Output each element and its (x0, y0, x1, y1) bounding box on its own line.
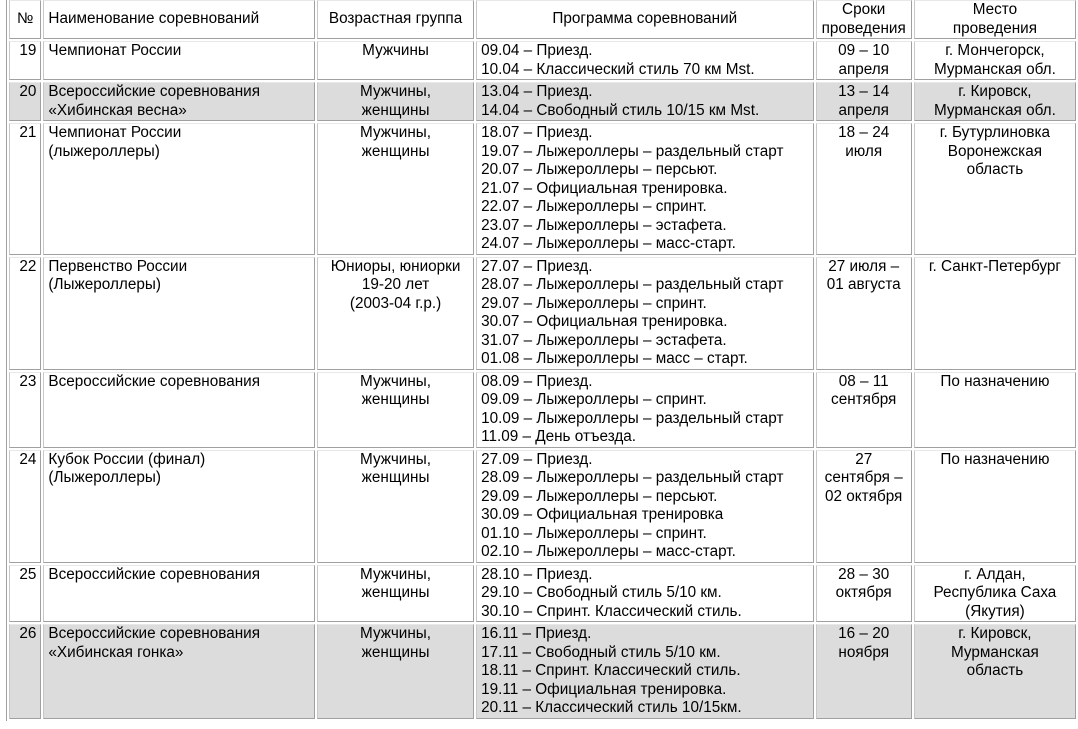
table-row (9, 123, 1076, 255)
cell-program-line: 21.07 – Официальная тренировка. (481, 179, 728, 197)
cell-place (914, 82, 1076, 121)
cell-place-line: г. Бутурлиновка (939, 124, 1051, 141)
cell-age-group (317, 82, 474, 121)
cell-program (476, 123, 813, 255)
header-dates-line: проведения (821, 19, 906, 37)
header-program: Программа соревнований (476, 0, 813, 39)
table-row (9, 257, 1076, 370)
cell-competition-name-line: «Хибинская гонка» (48, 643, 184, 661)
table-row (9, 82, 1076, 121)
cell-program-line: 30.07 – Официальная тренировка. (481, 313, 728, 330)
cell-dates (816, 123, 912, 255)
cell-competition-name-line: Всероссийские соревнования (48, 372, 260, 390)
cell-age-group-line: 19-20 лет (361, 276, 430, 293)
cell-program (476, 372, 813, 448)
cell-program-line: 27.07 – Приезд. (481, 257, 593, 275)
cell-dates (816, 450, 912, 563)
cell-place-line: Мурманская обл. (933, 60, 1056, 78)
cell-program-line: 31.07 – Лыжероллеры – эстафета. (481, 331, 727, 349)
cell-competition-name-line: «Хибинская весна» (48, 101, 187, 119)
cell-program-line: 29.10 – Свободный стиль 5/10 км. (481, 584, 722, 601)
cell-place-line: г. Мончегорск, (945, 42, 1045, 59)
table-row (9, 41, 1076, 80)
table-row (9, 624, 1076, 719)
cell-age-group-line: женщины (361, 391, 430, 408)
cell-dates-line: 27 (855, 450, 873, 468)
cell-place-line: область (966, 662, 1024, 679)
cell-competition-name (43, 624, 315, 719)
cell-dates (816, 257, 912, 370)
cell-competition-name-line: Всероссийские соревнования (48, 565, 260, 583)
cell-place (914, 257, 1076, 370)
cell-age-group-line: Мужчины (362, 42, 429, 59)
cell-num: 24 (9, 450, 41, 563)
cell-age-group-line: Мужчины, (360, 565, 432, 583)
cell-age-group-line: женщины (361, 469, 430, 486)
cell-num: 19 (9, 41, 41, 80)
cell-num: 22 (9, 257, 41, 370)
cell-program-line: 17.11 – Свободный стиль 5/10 км. (481, 643, 721, 661)
cell-competition-name (43, 372, 315, 448)
cell-program-line: 09.04 – Приезд. (481, 42, 593, 59)
cell-program-line: 29.07 – Лыжероллеры – спринт. (481, 294, 707, 312)
cell-place-line: Республика Саха (933, 584, 1057, 601)
cell-num: 20 (9, 82, 41, 121)
cell-competition-name-line: Кубок России (финал) (48, 450, 206, 468)
cell-place-line: Воронежская (947, 142, 1043, 160)
cell-age-group-line: Мужчины, (360, 124, 432, 141)
cell-program-line: 23.07 – Лыжероллеры – эстафета. (481, 216, 727, 234)
cell-program-line: 20.07 – Лыжероллеры – персьют. (481, 161, 718, 178)
cell-dates-line: 13 – 14 (838, 83, 890, 100)
cell-dates-line: 28 – 30 (838, 565, 890, 583)
cell-program-line: 10.09 – Лыжероллеры – раздельный старт (481, 409, 784, 427)
cell-place-line: Мурманская (950, 643, 1039, 661)
cell-dates-line: сентября – (824, 469, 903, 486)
cell-dates-line: 27 июля – (828, 257, 900, 275)
cell-place-line: По назначению (940, 372, 1050, 390)
cell-program-line: 28.10 – Приезд. (481, 565, 593, 583)
cell-age-group-line: женщины (361, 584, 430, 601)
cell-age-group-line: Мужчины, (360, 625, 432, 642)
cell-competition-name (43, 257, 315, 370)
cell-program-line: 20.11 – Классический стиль 10/15км. (481, 699, 742, 716)
cell-program-line: 13.04 – Приезд. (481, 83, 593, 100)
cell-num: 21 (9, 123, 41, 255)
cell-program-line: 11.09 – День отъезда. (481, 428, 637, 445)
header-age-group: Возрастная группа (317, 0, 474, 39)
cell-place-line: область (966, 161, 1024, 178)
cell-dates-line: 18 – 24 (838, 124, 890, 141)
header-place-line: Место (972, 1, 1018, 18)
cell-place-line: (Якутия) (965, 602, 1025, 620)
header-place-line: проведения (952, 19, 1037, 37)
cell-competition-name-line: Всероссийские соревнования (48, 625, 260, 642)
cell-age-group (317, 624, 474, 719)
cell-program-line: 01.10 – Лыжероллеры – спринт. (481, 524, 707, 542)
cell-program (476, 82, 813, 121)
cell-dates-line: 16 – 20 (838, 625, 890, 642)
cell-program-line: 30.10 – Спринт. Классический стиль. (481, 602, 742, 620)
cell-place-line: По назначению (940, 450, 1050, 468)
cell-program-line: 27.09 – Приезд. (481, 450, 593, 468)
cell-age-group-line: Мужчины, (360, 372, 432, 390)
table-row (9, 450, 1076, 563)
header-place (914, 0, 1076, 39)
cell-age-group (317, 450, 474, 563)
header-row (9, 0, 1076, 39)
table-row (9, 565, 1076, 623)
cell-dates (816, 372, 912, 448)
cell-program-line: 18.07 – Приезд. (481, 124, 593, 141)
cell-competition-name (43, 123, 315, 255)
cell-place-line: г. Алдан, (964, 565, 1026, 583)
cell-program (476, 565, 813, 623)
competition-schedule-table (6, 0, 1078, 721)
cell-competition-name (43, 565, 315, 623)
cell-age-group-line: женщины (361, 101, 430, 119)
cell-dates-line: сентября (831, 391, 897, 408)
cell-program-line: 29.09 – Лыжероллеры – персьют. (481, 487, 718, 505)
cell-program (476, 257, 813, 370)
cell-age-group (317, 41, 474, 80)
cell-age-group (317, 257, 474, 370)
cell-dates-line: 02 октября (825, 487, 903, 505)
cell-place (914, 565, 1076, 623)
cell-place-line: г. Кировск, (958, 625, 1032, 642)
cell-program-line: 28.07 – Лыжероллеры – раздельный старт (481, 276, 784, 293)
cell-program-line: 16.11 – Приезд. (481, 625, 592, 642)
cell-program (476, 450, 813, 563)
cell-age-group (317, 123, 474, 255)
cell-dates-line: 01 августа (826, 276, 901, 293)
cell-competition-name-line: Чемпионат России (48, 124, 182, 141)
cell-program-line: 09.09 – Лыжероллеры – спринт. (481, 391, 707, 408)
cell-age-group-line: (2003-04 г.р.) (349, 294, 442, 312)
cell-competition-name (43, 41, 315, 80)
cell-competition-name-line: (Лыжероллеры) (48, 469, 161, 486)
cell-program-line: 19.11 – Официальная тренировка. (481, 680, 727, 698)
cell-num: 23 (9, 372, 41, 448)
cell-program-line: 08.09 – Приезд. (481, 372, 593, 390)
cell-age-group-line: Юниоры, юниорки (330, 257, 461, 275)
cell-place (914, 624, 1076, 719)
cell-program-line: 02.10 – Лыжероллеры – масс-старт. (481, 543, 736, 560)
cell-age-group-line: женщины (361, 643, 430, 661)
cell-place (914, 450, 1076, 563)
cell-program (476, 624, 813, 719)
cell-dates-line: ноября (838, 643, 889, 661)
cell-competition-name-line: (Лыжероллеры) (48, 276, 161, 293)
cell-num: 26 (9, 624, 41, 719)
header-dates-line: Сроки (842, 1, 886, 18)
cell-place-line: Мурманская обл. (933, 101, 1056, 119)
cell-dates-line: апреля (838, 101, 889, 119)
cell-age-group-line: женщины (361, 142, 430, 160)
cell-dates (816, 624, 912, 719)
cell-program-line: 01.08 – Лыжероллеры – масс – старт. (481, 350, 748, 367)
cell-dates-line: октября (835, 584, 892, 601)
cell-competition-name-line: Первенство России (48, 257, 188, 275)
cell-competition-name-line: Всероссийские соревнования (48, 83, 260, 100)
cell-program-line: 30.09 – Официальная тренировка (481, 506, 724, 523)
cell-num: 25 (9, 565, 41, 623)
cell-dates (816, 41, 912, 80)
cell-place-line: г. Санкт-Петербург (928, 257, 1061, 275)
cell-age-group (317, 565, 474, 623)
table-row (9, 372, 1076, 448)
cell-place (914, 372, 1076, 448)
cell-dates-line: июля (845, 142, 883, 160)
cell-dates (816, 82, 912, 121)
cell-age-group (317, 372, 474, 448)
cell-dates-line: 08 – 11 (838, 372, 889, 390)
cell-program-line: 19.07 – Лыжероллеры – раздельный старт (481, 142, 784, 160)
cell-competition-name-line: (лыжероллеры) (48, 142, 160, 160)
header-name: Наименование соревнований (43, 0, 315, 39)
cell-program-line: 18.11 – Спринт. Классический стиль. (481, 662, 741, 679)
cell-program-line: 22.07 – Лыжероллеры – спринт. (481, 198, 707, 215)
cell-dates-line: апреля (838, 60, 889, 78)
cell-competition-name (43, 82, 315, 121)
header-dates (816, 0, 912, 39)
cell-program-line: 10.04 – Классический стиль 70 км Mst. (481, 60, 755, 78)
header-num: № (9, 0, 41, 39)
cell-program-line: 14.04 – Свободный стиль 10/15 км Mst. (481, 101, 760, 119)
cell-place (914, 123, 1076, 255)
cell-age-group-line: Мужчины, (360, 450, 432, 468)
cell-program-line: 28.09 – Лыжероллеры – раздельный старт (481, 469, 784, 486)
cell-dates-line: 09 – 10 (838, 42, 890, 59)
cell-competition-name-line: Чемпионат России (48, 42, 182, 59)
cell-place-line: г. Кировск, (958, 83, 1032, 100)
cell-place (914, 41, 1076, 80)
cell-age-group-line: Мужчины, (360, 83, 432, 100)
cell-dates (816, 565, 912, 623)
cell-program (476, 41, 813, 80)
cell-competition-name (43, 450, 315, 563)
cell-program-line: 24.07 – Лыжероллеры – масс-старт. (481, 235, 736, 252)
